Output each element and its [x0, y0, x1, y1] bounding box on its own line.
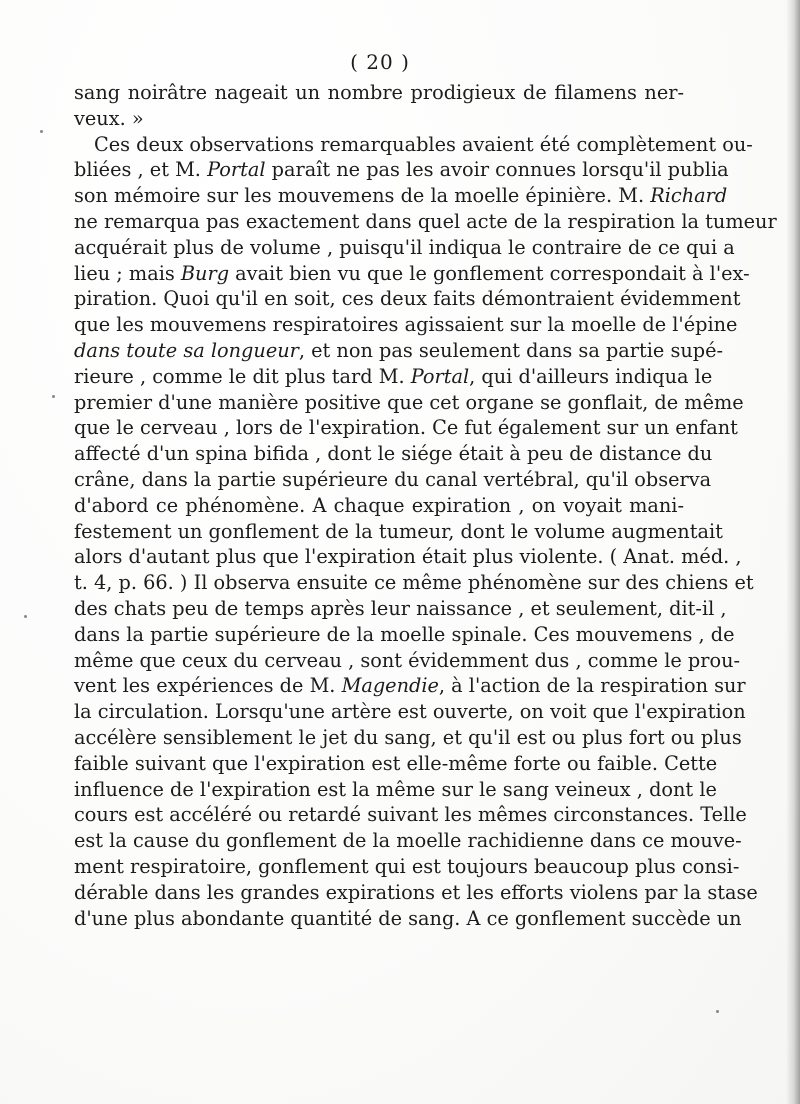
text-line: [74, 261, 750, 287]
text-line: [74, 106, 684, 132]
text-run: festement un gonflement de la tumeur, dont le volume augmentait: [74, 519, 723, 543]
text-line: [74, 570, 754, 596]
text-line: [74, 596, 727, 622]
text-line: [74, 622, 735, 648]
text-run: crâne, dans la partie supérieure du canal vertébral, qu'il observa: [74, 467, 712, 491]
paper-speck: [40, 130, 43, 133]
text-run: veux. »: [74, 106, 144, 130]
text-line: [74, 802, 747, 828]
text-run: des chats peu de temps après leur naissance , et seulement, dit-il ,: [74, 596, 727, 620]
text-run: dérable dans les grandes expirations et les efforts violens par la stase: [74, 880, 758, 904]
text-run: Ces deux observations remarquables avaient été complètement ou-: [94, 132, 753, 156]
text-line: [74, 415, 738, 441]
text-line: [74, 725, 742, 751]
text-run: premier d'une manière positive que cet organe se gonflait, de même: [74, 390, 744, 414]
text-line: [74, 777, 717, 803]
text-run: , à l'action de la respiration sur: [438, 674, 746, 698]
page-edge-shadow: [786, 0, 800, 1104]
text-run: lieu ; mais: [74, 261, 181, 285]
text-run: dans la partie supérieure de la moelle spinale. Ces mouvemens , de: [74, 622, 735, 646]
text-run: affecté d'un spina bifida , dont le siége était à peu de distance du: [74, 442, 713, 466]
text-run: , qui d'ailleurs indiqua le: [469, 364, 713, 388]
text-run: paraît ne pas les avoir connues lorsqu'il publia: [265, 158, 729, 182]
text-line: [74, 364, 713, 390]
text-line: [74, 209, 777, 235]
text-run: ne remarqua pas exactement dans quel acte de la respiration la tumeur: [74, 209, 777, 233]
text-run: t. 4, p. 66. ) Il observa ensuite ce même phénomène sur des chiens et: [74, 571, 754, 595]
paper-speck: [52, 395, 55, 398]
text-run: avait bien vu que le gonflement correspondait à l'ex-: [229, 261, 750, 285]
text-run: vent les expériences de M.: [74, 674, 342, 698]
text-run: que le cerveau , lors de l'expiration. Ce fut également sur un enfant: [74, 416, 738, 440]
text-run: même que ceux du cerveau , sont évidemment dus , comme le prou-: [74, 648, 741, 672]
italic-text: Portal: [410, 364, 470, 388]
text-line: [74, 493, 684, 519]
text-run: , et non pas seulement dans sa partie supé-: [298, 338, 724, 362]
text-run: cours est accéléré ou retardé suivant les mêmes circonstances. Telle: [74, 803, 747, 827]
text-line: [74, 751, 718, 777]
text-run: la circulation. Lorsqu'une artère est ouverte, on voit que l'expiration: [74, 700, 746, 724]
paper-speck: [716, 1010, 719, 1013]
text-line: [74, 544, 742, 570]
text-line: [74, 338, 724, 364]
text-run: faible suivant que l'expiration est elle-même forte ou faible. Cette: [74, 751, 718, 775]
text-line: [74, 854, 740, 880]
text-run: sang noirâtre nageait un nombre prodigieux de filamens ner-: [74, 81, 684, 104]
italic-text: Portal: [207, 158, 266, 182]
text-run: accélère sensiblement le jet du sang, et qu'il est ou plus fort ou plus: [74, 725, 742, 749]
text-line: [74, 390, 744, 416]
page-number: ( 20 ): [350, 50, 410, 74]
text-line: [74, 648, 741, 674]
text-line: [74, 673, 746, 699]
text-line: [74, 286, 741, 312]
text-line: [74, 441, 713, 467]
text-line: [74, 235, 735, 261]
italic-text: Richard: [650, 184, 728, 208]
text-line: [74, 80, 684, 106]
text-run: que les mouvemens respiratoires agissaient sur la moelle de l'épine: [74, 313, 738, 337]
text-run: influence de l'expiration est la même sur le sang veineux , dont le: [74, 777, 717, 801]
text-run: piration. Quoi qu'il en soit, ces deux faits démontraient évidemment: [74, 287, 741, 311]
text-run: est la cause du gonflement de la moelle rachidienne dans ce mouve-: [74, 829, 742, 853]
text-run: son mémoire sur les mouvemens de la moelle épinière. M.: [74, 184, 651, 208]
text-run: acquérait plus de volume , puisqu'il indiqua le contraire de ce qui a: [74, 235, 735, 259]
text-line: [74, 312, 738, 338]
text-run: bliées , et M.: [74, 158, 208, 182]
text-line: [74, 699, 746, 725]
text-run: rieure , comme le dit plus tard M.: [74, 364, 411, 388]
paper-speck: [24, 615, 27, 618]
italic-text: Burg: [180, 261, 230, 285]
italic-text: Magendie: [341, 674, 439, 698]
body-text: [74, 80, 777, 931]
text-line: [74, 519, 723, 545]
text-line: [74, 132, 753, 158]
text-run: alors d'autant plus que l'expiration était plus violente. ( Anat. méd. ,: [74, 545, 742, 569]
text-run: d'abord ce phénomène. A chaque expiration , on voyait mani-: [74, 493, 684, 517]
text-line: [74, 467, 712, 493]
italic-text: dans toute sa longueur: [74, 338, 299, 362]
text-line: [74, 906, 742, 932]
text-line: [74, 828, 742, 854]
text-line: [74, 183, 728, 209]
text-line: [74, 157, 729, 183]
text-run: d'une plus abondante quantité de sang. A ce gonflement succède un: [74, 906, 742, 930]
text-line: [74, 880, 758, 906]
text-run: ment respiratoire, gonflement qui est toujours beaucoup plus consi-: [74, 854, 740, 878]
